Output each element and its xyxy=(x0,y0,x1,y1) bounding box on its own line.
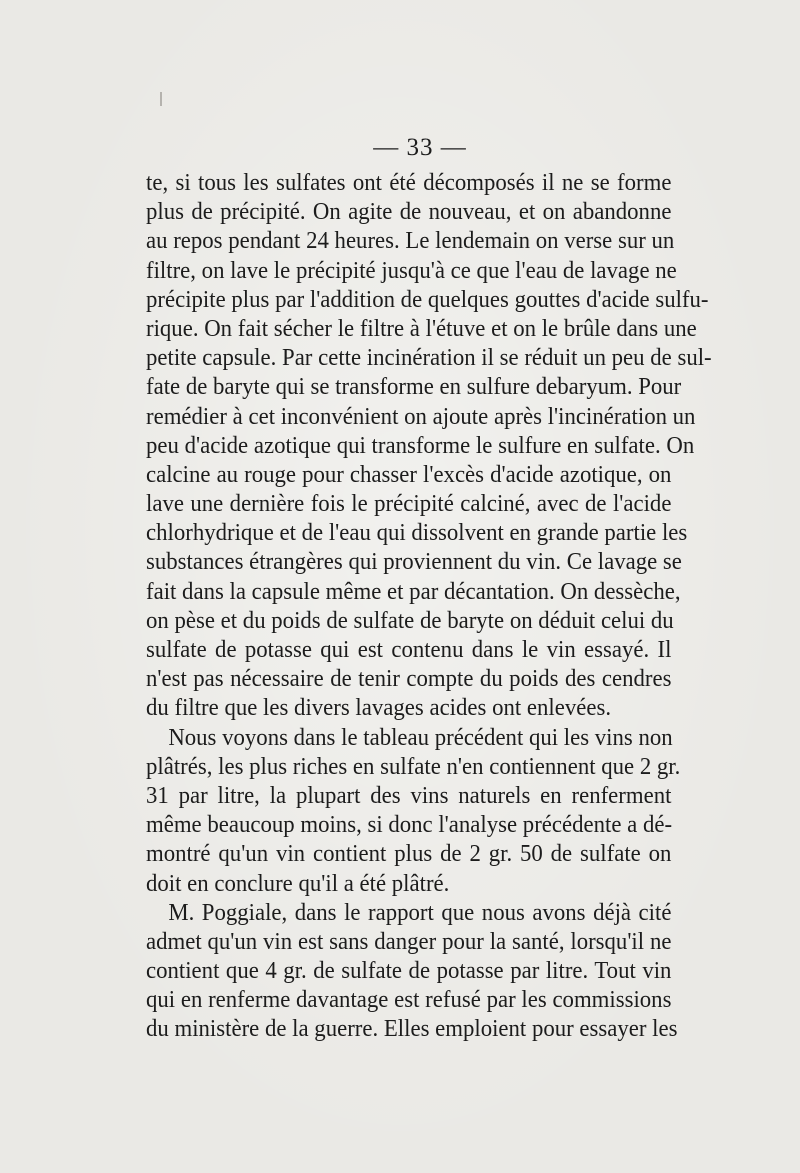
text-line: plâtrés, les plus riches en sulfate n'en contiennent que 2 gr. xyxy=(146,752,681,780)
paper-mark xyxy=(160,92,162,106)
text-line: calcine au rouge pour chasser l'excès d'acide azotique, on xyxy=(146,460,672,488)
text-line: précipite plus par l'addition de quelques gouttes d'acide sulfu- xyxy=(146,285,709,313)
text-line: admet qu'un vin est sans danger pour la santé, lorsqu'il ne xyxy=(146,927,672,955)
text-line: remédier à cet inconvénient on ajoute après l'incinération un xyxy=(146,402,696,430)
text-line: même beaucoup moins, si donc l'analyse précédente a dé- xyxy=(146,811,673,839)
text-line: chlorhydrique et de l'eau qui dissolvent en grande partie les xyxy=(146,519,688,547)
text-line: Nous voyons dans le tableau précédent qui les vins non xyxy=(168,723,673,751)
text-line: montré qu'un vin contient plus de 2 gr. 50 de sulfate on xyxy=(146,840,672,868)
body-text xyxy=(146,168,712,1044)
text-line: qui en renferme davantage est refusé par les commissions xyxy=(146,986,672,1014)
text-line: fait dans la capsule même et par décantation. On dessèche, xyxy=(146,577,681,605)
text-line: sulfate de potasse qui est contenu dans le vin essayé. Il xyxy=(146,636,672,663)
text-line: du filtre que les divers lavages acides ont enlevées. xyxy=(146,694,612,722)
text-line: 31 par litre, la plupart des vins naturels en renferment xyxy=(146,781,672,809)
text-line: substances étrangères qui proviennent du vin. Ce lavage se xyxy=(146,548,682,576)
text-line: filtre, on lave le précipité jusqu'à ce que l'eau de lavage ne xyxy=(146,256,677,284)
text-line: n'est pas nécessaire de tenir compte du poids des cendres xyxy=(146,665,672,693)
text-line: lave une dernière fois le précipité calciné, avec de l'acide xyxy=(146,490,672,518)
text-line: au repos pendant 24 heures. Le lendemain on verse sur un xyxy=(146,227,675,255)
text-line: contient que 4 gr. de sulfate de potasse par litre. Tout vin xyxy=(146,957,672,985)
text-line: doit en conclure qu'il a été plâtré. xyxy=(146,869,450,897)
text-line: rique. On fait sécher le filtre à l'étuve et on le brûle dans une xyxy=(146,314,697,342)
text-line: du ministère de la guerre. Elles emploient pour essayer les xyxy=(146,1015,678,1043)
text-line: M. Poggiale, dans le rapport que nous avons déjà cité xyxy=(168,898,672,926)
text-line: petite capsule. Par cette incinération il se réduit un peu de sul- xyxy=(146,344,712,372)
text-line: te, si tous les sulfates ont été décomposés il ne se forme xyxy=(146,169,672,196)
page-number: — 33 — xyxy=(373,134,467,161)
text-line: plus de précipité. On agite de nouveau, et on abandonne xyxy=(146,198,672,226)
text-line: on pèse et du poids de sulfate de baryte on déduit celui du xyxy=(146,606,674,634)
text-line: fate de baryte qui se transforme en sulfure debaryum. Pour xyxy=(146,373,682,401)
text-line: peu d'acide azotique qui transforme le sulfure en sulfate. On xyxy=(146,431,695,459)
